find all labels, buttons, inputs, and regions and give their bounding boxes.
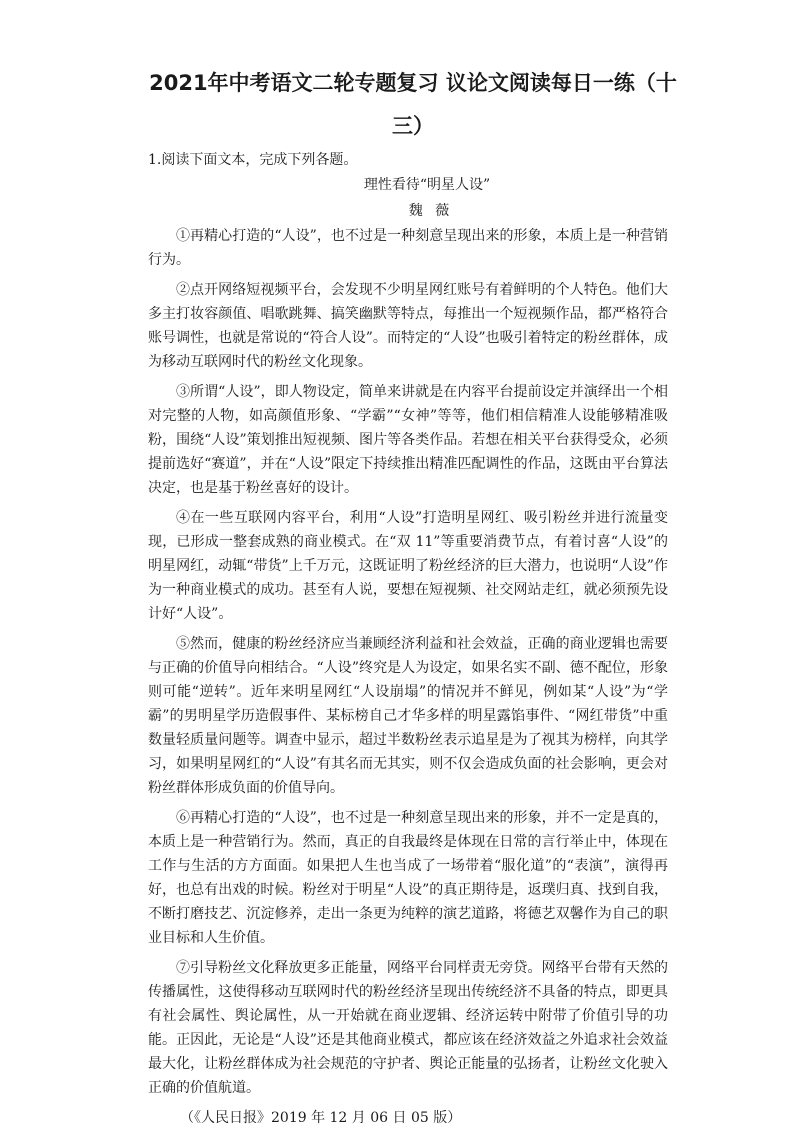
essay-author: 魏 薇 [408,203,454,219]
essay-paragraph-6: ⑥再精心打造的“人设”，也不过是一种刻意呈现出来的形象，并不一定是真的，本质上是一种营销行为。然而，真正的自我最终是体现在日常的言行举止中，体现在工作与生活的方方面面。如果把人生也当成了一场带着“服化道”的“表演”，演得再好，也总有出戏的时候。粉丝对于明星“人设”的真正期待是，返璞归真、找到自我，不断打磨技艺、沉淀修养，走出一条更为纯粹的演艺道路，将德艺双馨作为自己的职业目标和人生价值。 [148,810,668,946]
essay-paragraph-2: ②点开网络短视频平台，会发现不少明星网红账号有着鲜明的个人特色。他们大多主打妆容颜值、唱歌跳舞、搞笑幽默等特点，每推出一个短视频作品，都严格符合账号调性，也就是常说的“符合人设”。而特定的“人设”也吸引着特定的粉丝群体，成为移动互联网时代的粉丝文化现象。 [148,282,668,370]
question-prompt: 1.阅读下面文本，完成下列各题。 [148,152,358,168]
essay-title: 理性看待“明星人设” [363,177,491,193]
essay-paragraph-3: ③所谓“人设”，即人物设定，简单来讲就是在内容平台提前设定并演绎出一个相对完整的人物，如高颜值形象、“学霸”“女神”等等，他们相信精准人设能够精准吸粉，围绕“人设”策划推出短视频、图片等各类作品。若想在相关平台获得受众，必须提前选好“赛道”，并在“人设”限定下持续推出精准匹配调性的作品，这既由平台算法决定，也是基于粉丝喜好的设计。 [148,384,668,496]
essay-paragraph-4: ④在一些互联网内容平台，利用“人设”打造明星网红、吸引粉丝并进行流量变现，已形成一整套成熟的商业模式。在“双 11”等重要消费节点，有着讨喜“人设”的明星网红，动辄“带货”上千万元，这既证明了粉丝经济的巨大潜力，也说明“人设”作为一种商业模式的成功。甚至有人说，要想在短视频、社交网站走红，就必须预先设计好“人设”。 [148,510,668,622]
source-citation: （《人民日报》2019 年 12 月 06 日 05 版） [180,1110,462,1126]
essay-paragraph-7: ⑦引导粉丝文化释放更多正能量，网络平台同样责无旁贷。网络平台带有天然的传播属性，这使得移动互联网时代的粉丝经济呈现出传统经济不具备的特点，即更具有社会属性、舆论属性，从一开始就在商业逻辑、经济运转中附带了价值引导的功能。正因此，无论是“人设”还是其他商业模式，都应该在经济效益之外追求社会效益最大化，让粉丝群体成为社会规范的守护者、舆论正能量的弘扬者，让粉丝文化驶入正确的价值航道。 [148,960,668,1096]
essay-paragraph-5: ⑤然而，健康的粉丝经济应当兼顾经济利益和社会效益，正确的商业逻辑也需要与正确的价值导向相结合。“人设”终究是人为设定，如果名实不副、德不配位，形象则可能“逆转”。近年来明星网红“人设崩塌”的情况并不鲜见，例如某“人设”为“学霸”的男明星学历造假事件、某标榜自己才华多样的明星露馅事件、“网红带货”中重数量轻质量问题等。调查中显示，超过半数粉丝表示追星是为了视其为榜样，向其学习，如果明星网红的“人设”有其名而无其实，则不仅会造成负面的社会影响，更会对粉丝群体形成负面的价值导向。 [148,636,668,796]
essay-paragraph-1: ①再精心打造的“人设”，也不过是一种刻意呈现出来的形象，本质上是一种营销行为。 [148,228,668,268]
document-page [148,62,677,1130]
document-title: 2021年中考语文二轮专题复习 议论文阅读每日一练（十三） [149,71,677,138]
